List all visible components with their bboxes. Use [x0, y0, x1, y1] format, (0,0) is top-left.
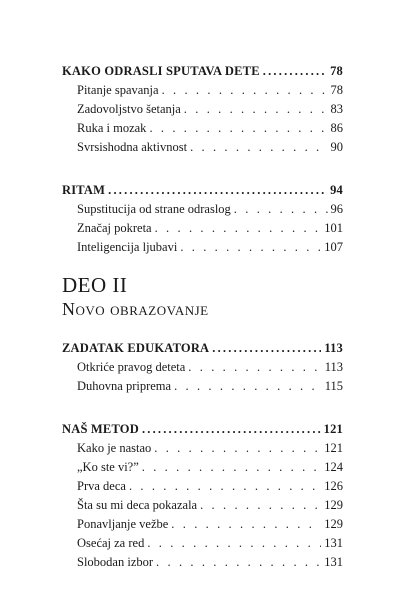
toc-entry-row[interactable] — [62, 240, 343, 259]
dot-leader — [184, 102, 328, 117]
toc-section — [62, 341, 343, 398]
entry-page-number: 83 — [330, 102, 343, 116]
toc-entry-row[interactable] — [62, 140, 343, 159]
entry-title: Ruka i mozak — [77, 121, 147, 135]
toc-entry-row[interactable] — [62, 517, 343, 536]
entry-title: Značaj pokreta — [77, 221, 152, 235]
entry-title: Supstitucija od strane odraslog — [77, 202, 231, 216]
toc-entry-row[interactable] — [62, 221, 343, 240]
dot-leader — [212, 341, 321, 356]
part-heading — [62, 273, 343, 321]
dot-leader — [162, 83, 328, 98]
entry-page-number: 131 — [324, 555, 343, 569]
entry-title: Duhovna priprema — [77, 379, 172, 393]
entry-page-number: 129 — [324, 517, 343, 531]
entry-page-number: 124 — [324, 460, 343, 474]
toc-chapter-row[interactable] — [62, 341, 343, 360]
toc-entry-row[interactable] — [62, 379, 343, 398]
toc-entry-row[interactable] — [62, 555, 343, 574]
entry-title: „Ko ste vi?” — [77, 460, 139, 474]
entry-title: Zadovoljstvo šetanja — [77, 102, 181, 116]
entry-title: Šta su mi deca pokazala — [77, 498, 198, 512]
dot-leader — [190, 140, 327, 155]
entry-title: Slobodan izbor — [77, 555, 154, 569]
toc-entry-row[interactable] — [62, 441, 343, 460]
entry-title: Otkriće pravog deteta — [77, 360, 186, 374]
entry-title: Inteligencija ljubavi — [77, 240, 178, 254]
entry-title: Prva deca — [77, 479, 126, 493]
dot-leader — [180, 240, 321, 255]
toc-section — [62, 422, 343, 574]
toc-chapter-row[interactable] — [62, 64, 343, 83]
part-title: Novo obrazovanje — [62, 299, 209, 319]
toc-entry-row[interactable] — [62, 460, 343, 479]
chapter-title: KAKO ODRASLI SPUTAVA DETE — [62, 64, 260, 78]
section-spacer — [62, 171, 343, 183]
dot-leader — [174, 379, 322, 394]
toc-section — [62, 64, 343, 159]
section-spacer — [62, 410, 343, 422]
chapter-page-number: 94 — [330, 183, 343, 197]
toc-entry-row[interactable] — [62, 360, 343, 379]
entry-page-number: 78 — [330, 83, 343, 97]
toc-entry-row[interactable] — [62, 83, 343, 102]
entry-page-number: 107 — [324, 240, 343, 254]
entry-page-number: 126 — [324, 479, 343, 493]
dot-leader — [156, 555, 321, 570]
entry-page-number: 131 — [324, 536, 343, 550]
toc-section — [62, 183, 343, 259]
entry-page-number: 86 — [330, 121, 343, 135]
entry-page-number: 101 — [324, 221, 343, 235]
dot-leader — [149, 121, 327, 136]
table-of-contents — [62, 64, 343, 586]
dot-leader — [171, 517, 321, 532]
chapter-title: RITAM — [62, 183, 106, 197]
dot-leader — [155, 221, 322, 236]
toc-entry-row[interactable] — [62, 536, 343, 555]
dot-leader — [263, 64, 327, 79]
dot-leader — [142, 460, 321, 475]
entry-page-number: 115 — [324, 379, 343, 393]
chapter-title: NAŠ METOD — [62, 422, 139, 436]
toc-entry-row[interactable] — [62, 102, 343, 121]
toc-chapter-row[interactable] — [62, 183, 343, 202]
chapter-page-number: 78 — [330, 64, 343, 78]
chapter-title: ZADATAK EDUKATORA — [62, 341, 210, 355]
part-number: DEO II — [62, 273, 128, 297]
entry-title: Svrsishodna aktivnost — [77, 140, 188, 154]
chapter-page-number: 121 — [323, 422, 343, 436]
chapter-page-number: 113 — [324, 341, 343, 355]
toc-entry-row[interactable] — [62, 498, 343, 517]
entry-title: Pitanje spavanja — [77, 83, 159, 97]
toc-entry-row[interactable] — [62, 479, 343, 498]
entry-page-number: 121 — [324, 441, 343, 455]
entry-page-number: 96 — [330, 202, 343, 216]
entry-title: Osećaj za red — [77, 536, 145, 550]
entry-title: Ponavljanje vežbe — [77, 517, 169, 531]
entry-page-number: 113 — [324, 360, 343, 374]
dot-leader — [129, 479, 321, 494]
dot-leader — [142, 422, 321, 437]
dot-leader — [188, 360, 321, 375]
dot-leader — [154, 441, 321, 456]
dot-leader — [234, 202, 328, 217]
entry-page-number: 129 — [324, 498, 343, 512]
entry-title: Kako je nastao — [77, 441, 152, 455]
toc-entry-row[interactable] — [62, 121, 343, 140]
dot-leader — [108, 183, 327, 198]
dot-leader — [147, 536, 321, 551]
toc-chapter-row[interactable] — [62, 422, 343, 441]
toc-entry-row[interactable] — [62, 202, 343, 221]
entry-page-number: 90 — [330, 140, 343, 154]
dot-leader — [200, 498, 321, 513]
